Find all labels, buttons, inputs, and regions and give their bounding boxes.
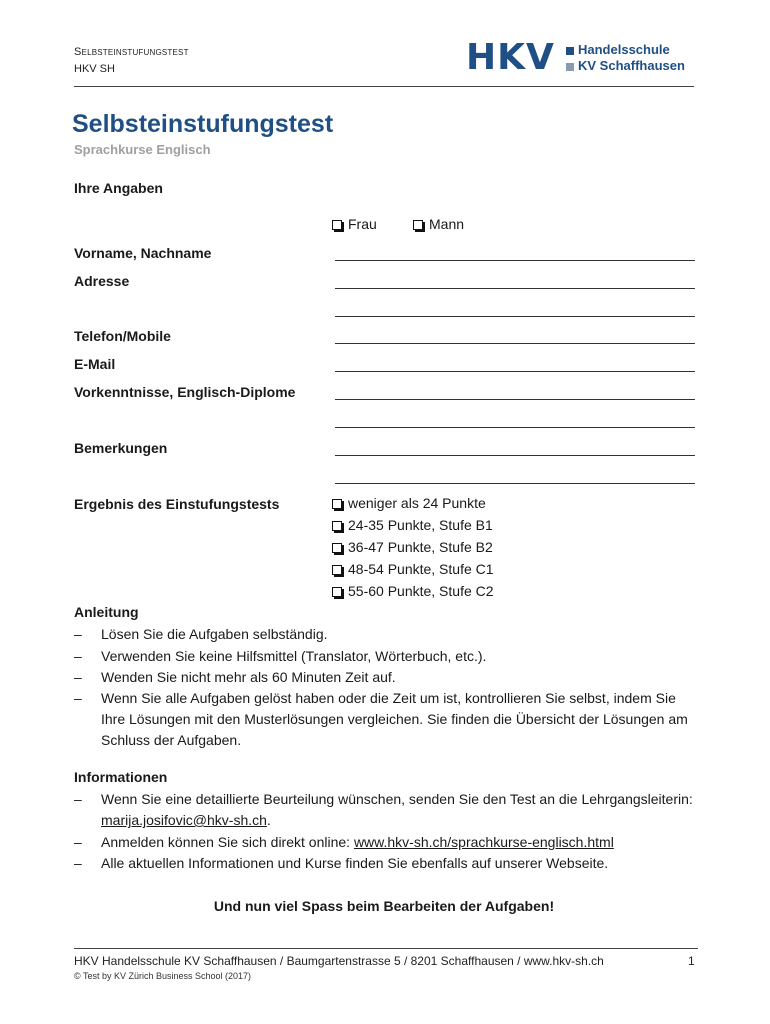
instructions-heading: Anleitung [74, 604, 139, 620]
page-number: 1 [688, 954, 695, 968]
email-field[interactable] [335, 371, 695, 372]
address-field-2[interactable] [335, 316, 695, 317]
result-option[interactable]: weniger als 24 Punkte [332, 492, 494, 514]
gender-option-frau[interactable]: Frau [332, 213, 377, 235]
page-subtitle: Sprachkurse Englisch [74, 142, 211, 157]
name-field[interactable] [335, 260, 695, 261]
field-label-phone: Telefon/Mobile [74, 328, 171, 344]
address-field[interactable] [335, 288, 695, 289]
logo-square-icon [566, 47, 574, 55]
remarks-field[interactable] [335, 455, 695, 456]
footer-credit: © Test by KV Zürich Business School (2017) [74, 971, 252, 981]
checkbox-icon[interactable] [332, 587, 342, 597]
remarks-field-2[interactable] [335, 483, 695, 484]
result-option[interactable]: 36-47 Punkte, Stufe B2 [332, 536, 494, 558]
field-label-result: Ergebnis des Einstufungstests [74, 496, 280, 512]
checkbox-icon[interactable] [332, 565, 342, 575]
prior-field-2[interactable] [335, 427, 695, 428]
logo-square-icon [566, 63, 574, 71]
section-personal: Ihre Angaben [74, 180, 163, 196]
closing-text: Und nun viel Spass beim Bearbeiten der Aufgaben! [213, 898, 555, 914]
field-label-name: Vorname, Nachname [74, 245, 212, 261]
checkbox-icon[interactable] [332, 499, 342, 509]
gender-option-mann[interactable]: Mann [413, 213, 464, 235]
result-options [332, 492, 494, 602]
email-link[interactable]: marija.josifovic@hkv-sh.ch [101, 812, 267, 828]
result-option[interactable]: 48-54 Punkte, Stufe C1 [332, 558, 494, 580]
logo-line2: KV Schaffhausen [578, 58, 685, 73]
org-short: HKV SH [74, 63, 115, 75]
checkbox-icon[interactable] [413, 220, 423, 230]
logo-line1: Handelsschule [578, 42, 670, 57]
footer-rule [74, 948, 698, 949]
field-label-prior: Vorkenntnisse, Englisch-Diplome [74, 384, 296, 400]
result-option[interactable]: 24-35 Punkte, Stufe B1 [332, 514, 494, 536]
header-rule [74, 86, 694, 87]
field-label-remarks: Bemerkungen [74, 440, 168, 456]
result-option[interactable]: 55-60 Punkte, Stufe C2 [332, 580, 494, 602]
footer-address: HKV Handelsschule KV Schaffhausen / Baumgartenstrasse 5 / 8201 Schaffhausen / www.hkv-sh.ch [74, 954, 604, 968]
logo-letters: HKV [466, 37, 555, 78]
phone-field[interactable] [335, 343, 695, 344]
page-title: Selbsteinstufungstest [72, 110, 334, 138]
checkbox-icon[interactable] [332, 543, 342, 553]
information-heading: Informationen [74, 769, 168, 785]
field-label-address: Adresse [74, 273, 130, 289]
website-link[interactable]: www.hkv-sh.ch/sprachkurse-englisch.html [353, 834, 614, 850]
doc-label: Selbsteinstufungstest [74, 46, 189, 58]
prior-field[interactable] [335, 399, 695, 400]
checkbox-icon[interactable] [332, 521, 342, 531]
checkbox-icon[interactable] [332, 220, 342, 230]
field-label-email: E-Mail [74, 356, 116, 372]
